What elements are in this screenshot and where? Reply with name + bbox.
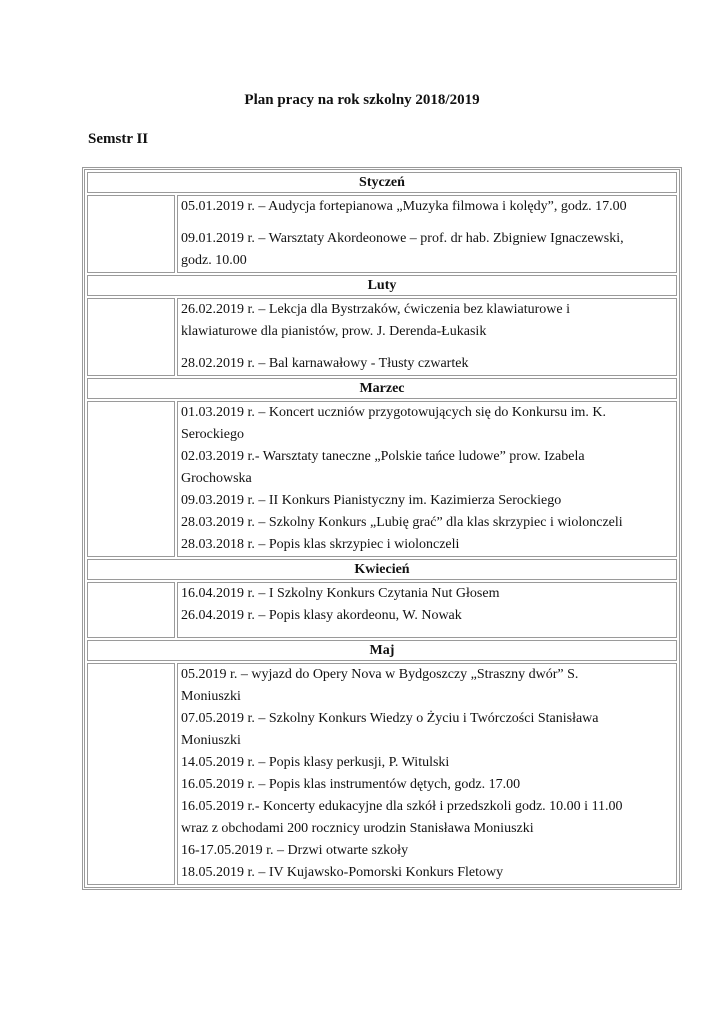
events-cell	[177, 401, 677, 557]
spacer	[181, 627, 676, 637]
month-row	[87, 195, 677, 273]
events-cell	[177, 663, 677, 885]
month-row	[87, 582, 677, 638]
event-line: 09.03.2019 r. – II Konkurs Pianistyczny im. Kazimierza Serockiego	[181, 493, 562, 508]
event-line: 05.01.2019 r. – Audycja fortepianowa „Muzyka filmowa i kolędy”, godz. 17.00	[181, 199, 627, 214]
month-section	[85, 559, 679, 638]
event-line: wraz z obchodami 200 rocznicy urodzin Stanisława Moniuszki	[181, 821, 534, 836]
spacer	[181, 343, 676, 353]
event-line: 02.03.2019 r.- Warsztaty taneczne „Polskie tańce ludowe” prow. Izabela	[181, 449, 585, 464]
event-line: 28.03.2018 r. – Popis klas skrzypiec i wiolonczeli	[181, 537, 460, 552]
month-section	[85, 172, 679, 273]
event-line: 01.03.2019 r. – Koncert uczniów przygotowujących się do Konkursu im. K.	[181, 405, 606, 420]
spacer	[181, 218, 676, 228]
empty-cell	[87, 582, 175, 638]
month-header: Luty	[87, 275, 677, 296]
event-line: godz. 10.00	[181, 253, 247, 268]
event-line: 16.05.2019 r. – Popis klas instrumentów dętych, godz. 17.00	[181, 777, 521, 792]
empty-cell	[87, 298, 175, 376]
month-row	[87, 401, 677, 557]
month-header: Styczeń	[87, 172, 677, 193]
event-line: 26.04.2019 r. – Popis klasy akordeonu, W. Nowak	[181, 608, 462, 623]
event-line: 18.05.2019 r. – IV Kujawsko-Pomorski Konkurs Fletowy	[181, 865, 504, 880]
event-line: Grochowska	[181, 471, 252, 486]
event-line: Serockiego	[181, 427, 244, 442]
event-line: 09.01.2019 r. – Warsztaty Akordeonowe – prof. dr hab. Zbigniew Ignaczewski,	[181, 231, 624, 246]
events-cell	[177, 298, 677, 376]
event-line: 28.03.2019 r. – Szkolny Konkurs „Lubię grać” dla klas skrzypiec i wiolonczeli	[181, 515, 623, 530]
month-section	[85, 378, 679, 557]
event-line: 14.05.2019 r. – Popis klasy perkusji, P. Witulski	[181, 755, 450, 770]
events-cell	[177, 582, 677, 638]
month-section	[85, 640, 679, 885]
month-row	[87, 663, 677, 885]
event-line: 28.02.2019 r. – Bal karnawałowy - Tłusty czwartek	[181, 356, 469, 371]
events-cell	[177, 195, 677, 273]
empty-cell	[87, 663, 175, 885]
month-section	[85, 275, 679, 376]
event-line: 26.02.2019 r. – Lekcja dla Bystrzaków, ćwiczenia bez klawiaturowe i	[181, 302, 571, 317]
month-header: Maj	[87, 640, 677, 661]
event-line: 16.04.2019 r. – I Szkolny Konkurs Czytania Nut Głosem	[181, 586, 500, 601]
event-line: 16.05.2019 r.- Koncerty edukacyjne dla szkół i przedszkoli godz. 10.00 i 11.00	[181, 799, 623, 814]
semester-heading: Semstr II	[88, 131, 149, 147]
event-line: Moniuszki	[181, 689, 241, 704]
empty-cell	[87, 401, 175, 557]
event-line: 07.05.2019 r. – Szkolny Konkurs Wiedzy o Życiu i Twórczości Stanisława	[181, 711, 599, 726]
document-title: Plan pracy na rok szkolny 2018/2019	[244, 92, 480, 108]
empty-cell	[87, 195, 175, 273]
event-line: 05.2019 r. – wyjazd do Opery Nova w Bydgoszczy „Straszny dwór” S.	[181, 667, 579, 682]
schedule-table	[82, 167, 682, 890]
month-header: Kwiecień	[87, 559, 677, 580]
month-row	[87, 298, 677, 376]
month-header: Marzec	[87, 378, 677, 399]
event-line: klawiaturowe dla pianistów, prow. J. Derenda-Łukasik	[181, 324, 487, 339]
event-line: Moniuszki	[181, 733, 241, 748]
event-line: 16-17.05.2019 r. – Drzwi otwarte szkoły	[181, 843, 409, 858]
